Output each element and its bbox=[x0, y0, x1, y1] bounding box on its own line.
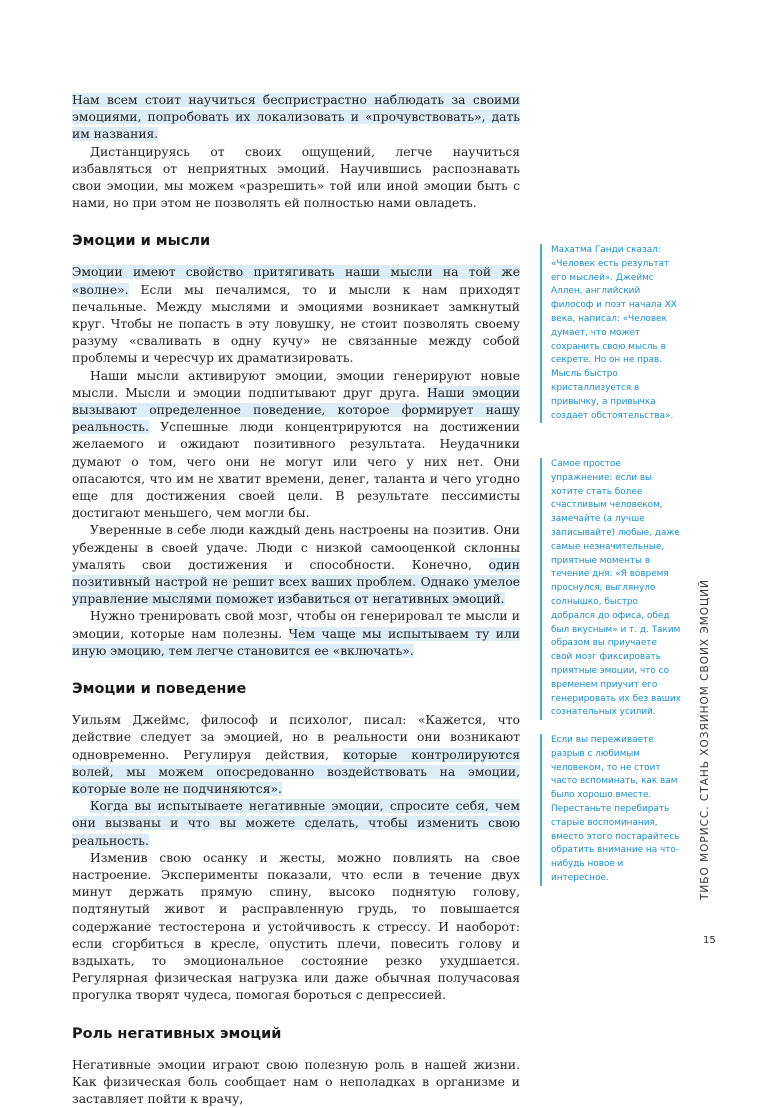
section-heading-emotions-thoughts: Эмоции и мысли bbox=[72, 233, 211, 250]
highlighted-text: один позитивный настрой не решит всех ваших проблем. Однако умелое управление мыслями поможет избавиться от негативных эмоций. bbox=[72, 557, 520, 607]
highlighted-text: которые контролируются волей, мы можем опосредованно воздействовать на эмоции, которые воле не подчиняются». bbox=[72, 747, 520, 796]
section3-paragraph-1: Негативные эмоции играют свою полезную роль в нашей жизни. Как физическая боль сообщает нам о неполадках в организме и заставляет пойти к врачу, bbox=[72, 1057, 520, 1106]
sidenote-breakup: Если вы переживаете разрыв с любимым человеком, то не стоит часто вспоминать, как вам было хорошо вместе. Перестаньте перебирать старые воспоминания, вместо этого постарайтесь обратить внимание на что-нибудь новое и интересное. bbox=[540, 734, 681, 886]
highlighted-text: Чем чаще мы испытываем ту или иную эмоцию, тем легче становится ее «включать». bbox=[72, 626, 520, 658]
highlighted-text: Эмоции имеют свойство притягивать наши мысли на той же «волне». bbox=[72, 265, 520, 297]
section2-paragraph-1: Уильям Джеймс, философ и психолог, писал: «Кажется, что действие следует за эмоцией, но в реальности они возникают одновременно. Регулируя действия, которые контролируются волей, мы можем опосредованно воздействовать на эмоции, которые воле не подчиняются». bbox=[72, 713, 520, 796]
intro-paragraph-1 bbox=[72, 92, 520, 144]
running-header: ТИБО МОРИСС. СТАНЬ ХОЗЯИНОМ СВОИХ ЭМОЦИЙ bbox=[699, 579, 711, 900]
section2-paragraph-3: Изменив свою осанку и жесты, можно повлиять на свое настроение. Эксперименты показали, что если в течение двух минут держать прямую спину, высоко поднятую голову, подтянутый живот и расправленную грудь, то повышается содержание тестостерона и устойчивость к стрессу. И наоборот: если сгорбиться в кресле, опустить плечи, повесить голову и вздыхать, то эмоциональное состояние резко ухудшается. Регулярная физическая нагрузка или даже обычная получасовая прогулка творят чудеса, помогая бороться с депрессией. bbox=[72, 850, 520, 1003]
section-heading-emotions-behavior: Эмоции и поведение bbox=[72, 681, 247, 698]
section1-paragraph-2: Наши мысли активируют эмоции, эмоции генерируют новые мысли. Мысли и эмоции подпитывают друг друга. Наши эмоции вызывают определенное поведение, которое формирует нашу реальность. Успешные люди концентрируются на достижении желаемого и ожидают позитивного результата. Неудачники думают о том, чего они не могут или чего у них нет. Они опасаются, что им не хватит времени, денег, таланта и чего угодно еще для достижения своей цели. В результате пессимисты достигают меньшего, чем могли бы. bbox=[72, 368, 520, 521]
highlighted-text: Наши эмоции вызывают определенное поведение, которое формирует нашу реальность. bbox=[72, 385, 520, 435]
section2-paragraph-2 bbox=[72, 798, 520, 850]
section1-paragraph-3: Уверенные в себе люди каждый день настроены на позитив. Они убеждены в своей удаче. Люди с низкой самооценкой склонны умалять свои достижения и способности. Конечно, один позитивный настрой не решит всех ваших проблем. Однако умелое управление мыслями поможет избавиться от негативных эмоций. bbox=[72, 523, 520, 607]
sidenote-gandhi: Махатма Ганди сказал: «Человек есть результат его мыслей». Джеймс Аллен, английский философ и поэт начала XX века, написал: «Человек думает, что может сохранить свою мысль в секрете. Но он не прав. Мысль быстро кристаллизуется в привычку, а привычка создает обстоятельства». bbox=[540, 244, 681, 423]
highlighted-text: Когда вы испытываете негативные эмоции, спросите себя, чем они вызваны и что вы можете сделать, чтобы изменить свою реальность. bbox=[72, 799, 520, 848]
page-number: 15 bbox=[703, 935, 716, 946]
section1-paragraph-4: Нужно тренировать свой мозг, чтобы он генерировал те мысли и эмоции, которые нам полезны. Чем чаще мы испытываем ту или иную эмоцию, тем легче становится ее «включать». bbox=[72, 609, 520, 658]
section1-paragraph-1: Эмоции имеют свойство притягивать наши мысли на той же «волне». Если мы печалимся, то и мысли к нам приходят печальные. Между мыслями и эмоциями возникает замкнутый круг. Чтобы не попасть в эту ловушку, не стоит позволять своему разуму «сваливать в одну кучу» не связанные между собой проблемы и чересчур их драматизировать. bbox=[72, 265, 520, 366]
sidenote-exercise: Самое простое упражнение: если вы хотите стать более счастливым человеком, замечайте (а лучше записывайте) любые, даже самые незначительные, приятные моменты в течение дня: «Я вовремя проснулся, выглянуло солнышко, быстро добрался до офиса, обед был вкусным» и т. д. Таким образом вы приучаете свой мозг фиксировать приятные эмоции, что со временем приучит его генерировать их без ваших сознательных усилий. bbox=[540, 458, 681, 720]
main-text-column bbox=[72, 92, 520, 1108]
section-heading-negative-emotions: Роль негативных эмоций bbox=[72, 1025, 282, 1042]
highlighted-text: Нам всем стоит научиться беспристрастно наблюдать за своими эмоциями, попробовать их локализовать и «прочувствовать», дать им названия. bbox=[72, 93, 520, 142]
intro-paragraph-2: Дистанцируясь от своих ощущений, легче научиться избавляться от неприятных эмоций. Научившись распознавать свои эмоции, мы можем «разрешить» той или иной эмоции быть с нами, но при этом не позволять ей полностью нами овладеть. bbox=[72, 144, 520, 211]
